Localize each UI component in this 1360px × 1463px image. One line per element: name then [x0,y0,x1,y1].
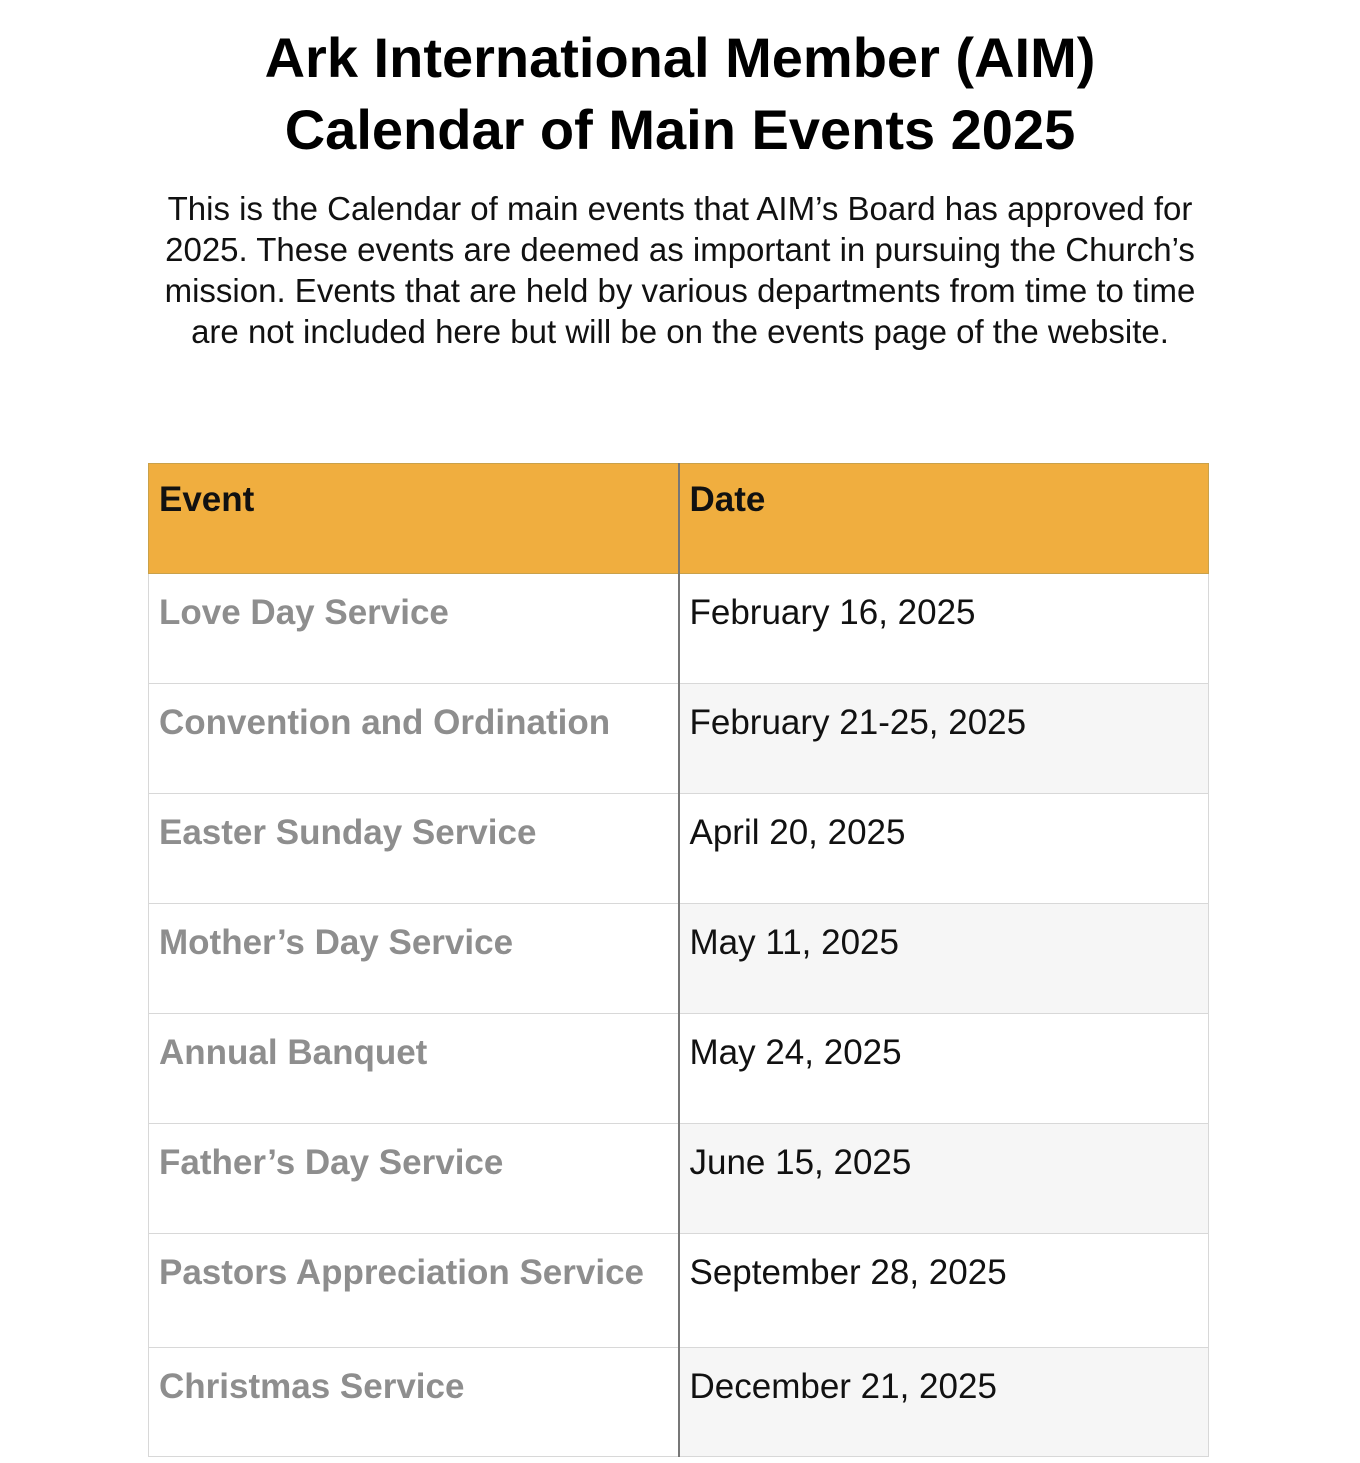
table-row [149,684,1209,794]
table-row [149,1348,1209,1457]
event-name-cell: Mother’s Day Service [149,904,679,1014]
event-date-cell: June 15, 2025 [679,1124,1209,1234]
event-name-cell: Pastors Appreciation Service [149,1234,679,1348]
table-row [149,904,1209,1014]
events-table [148,463,1209,1457]
event-name-cell: Convention and Ordination [149,684,679,794]
event-date-cell: February 16, 2025 [679,574,1209,684]
page-title [0,22,1360,166]
column-header-event: Event [149,464,679,574]
event-name-cell: Christmas Service [149,1348,679,1457]
event-name-cell: Annual Banquet [149,1014,679,1124]
event-date-cell: May 11, 2025 [679,904,1209,1014]
page-title-line-1: Ark International Member (AIM) [264,26,1096,89]
table-row [149,1124,1209,1234]
page-title-line-2: Calendar of Main Events 2025 [284,98,1076,161]
event-date-cell: April 20, 2025 [679,794,1209,904]
intro-paragraph: This is the Calendar of main events that AIM’s Board has approved for 2025. These events are deemed as important in pursuing the Church’s mission. Events that are held by various departments from time to time are not included here but will be on the events page of the website. [164,190,1196,350]
column-header-date: Date [679,464,1209,574]
event-date-cell: May 24, 2025 [679,1014,1209,1124]
table-header-row [149,464,1209,574]
event-name-cell: Easter Sunday Service [149,794,679,904]
event-date-cell: December 21, 2025 [679,1348,1209,1457]
event-date-cell: February 21-25, 2025 [679,684,1209,794]
table-row [149,794,1209,904]
event-name-cell: Love Day Service [149,574,679,684]
event-name-cell: Father’s Day Service [149,1124,679,1234]
table-row [149,574,1209,684]
event-date-cell: September 28, 2025 [679,1234,1209,1348]
table-row [149,1014,1209,1124]
table-row [149,1234,1209,1348]
